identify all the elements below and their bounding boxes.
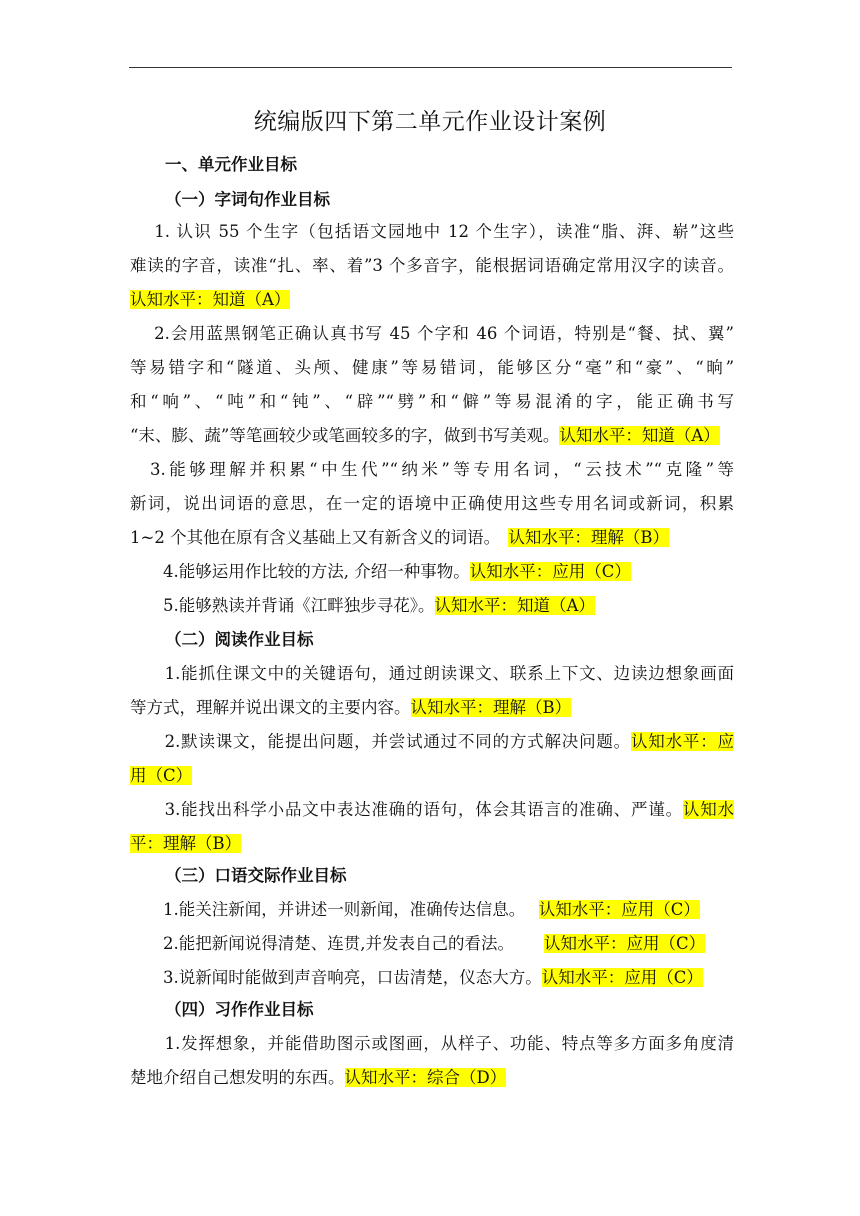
body-line: 3.能够理解并积累“中生代”“纳米”等专用名词，“云技术”“克隆”等	[130, 460, 734, 479]
body-line: 1. 认识 55 个生字（包括语文园地中 12 个生字），读准“脂、湃、崭”这些	[130, 222, 734, 241]
cognitive-level-line	[130, 286, 734, 310]
body-line: 等易错字和“隧道、头颅、健康”等易错词，能够区分“毫”和“豪”、“晌”	[130, 358, 734, 377]
body-line: 3.说新闻时能做到声音响亮，口齿清楚，仪态大方。认知水平：应用（C）	[130, 968, 703, 987]
body-line: 楚地介绍自己想发明的东西。认知水平：综合（D）	[130, 1068, 507, 1087]
body-line: 平：理解（B）	[130, 834, 242, 853]
cognitive-level-badge: 认知水平：应用（C）	[469, 562, 631, 581]
cognitive-level-badge: 认知水平：应用（C）	[538, 900, 700, 919]
body-line: 4.能够运用作比较的方法, 介绍一种事物。认知水平：应用（C）	[130, 562, 631, 581]
section-heading: 一、单元作业目标	[165, 155, 297, 174]
cognitive-level-badge: 认知水平：知道（A）	[559, 426, 720, 445]
body-line: 1.发挥想象，并能借助图示或图画，从样子、功能、特点等多方面多角度清	[130, 1034, 734, 1053]
body-line: 新词，说出词语的意思，在一定的语境中正确使用这些专用名词或新词，积累	[130, 494, 734, 513]
body-line: 5.能够熟读并背诵《江畔独步寻花》。认知水平：知道（A）	[130, 596, 595, 615]
body-line: 2.会用蓝黑钢笔正确认真书写 45 个字和 46 个词语，特别是“餐、拭、翼”	[130, 324, 734, 343]
body-line: 等方式，理解并说出课文的主要内容。认知水平：理解（B）	[130, 698, 572, 717]
cognitive-level-badge: 认知水平：知道（A）	[130, 290, 291, 309]
body-line: 1~2 个其他在原有含义基础上又有新含义的词语。 认知水平：理解（B）	[130, 528, 669, 547]
cognitive-level-badge: 认知水平：综合（D）	[344, 1068, 507, 1087]
subsection-heading-writing: （四）习作作业目标	[165, 1000, 314, 1019]
body-line: 难读的字音，读准“扎、率、着”3 个多音字，能根据词语确定常用汉字的读音。	[130, 256, 734, 275]
body-line: 2.默读课文，能提出问题，并尝试通过不同的方式解决问题。认知水平：应	[130, 732, 735, 751]
body-line: 1.能抓住课文中的关键语句，通过朗读课文、联系上下文、边读边想象画面	[130, 664, 734, 683]
cognitive-level-badge: 认知水平：知道（A）	[434, 596, 595, 615]
body-line: 3.能找出科学小品文中表达准确的语句，体会其语言的准确、严谨。认知水	[130, 800, 734, 819]
cognitive-level-badge: 认知水平：应用（C）	[543, 934, 706, 953]
body-line: 和“响”、“吨”和“钝”、“辟”“劈”和“僻”等易混淆的字，能正确书写	[130, 392, 734, 411]
subsection-heading-oral: （三）口语交际作业目标	[165, 866, 347, 885]
body-line: 2.能把新闻说得清楚、连贯,并发表自己的看法。 认知水平：应用（C）	[130, 934, 706, 953]
subsection-heading-words: （一）字词句作业目标	[165, 190, 330, 209]
body-line: 用（C）	[130, 766, 193, 785]
body-line: “末、膨、蔬”等笔画较少或笔画较多的字，做到书写美观。认知水平：知道（A）	[130, 426, 720, 445]
subsection-heading-reading: （二）阅读作业目标	[165, 630, 314, 649]
cognitive-level-badge: 认知水平：理解（B）	[410, 698, 572, 717]
cognitive-level-badge: 认知水平：理解（B）	[508, 528, 669, 547]
page-title: 统编版四下第二单元作业设计案例	[253, 109, 607, 135]
body-line: 1.能关注新闻，并讲述一则新闻，准确传达信息。 认知水平：应用（C）	[130, 900, 700, 919]
cognitive-level-badge: 认知水平：应用（C）	[541, 968, 703, 987]
header-rule	[129, 67, 732, 68]
